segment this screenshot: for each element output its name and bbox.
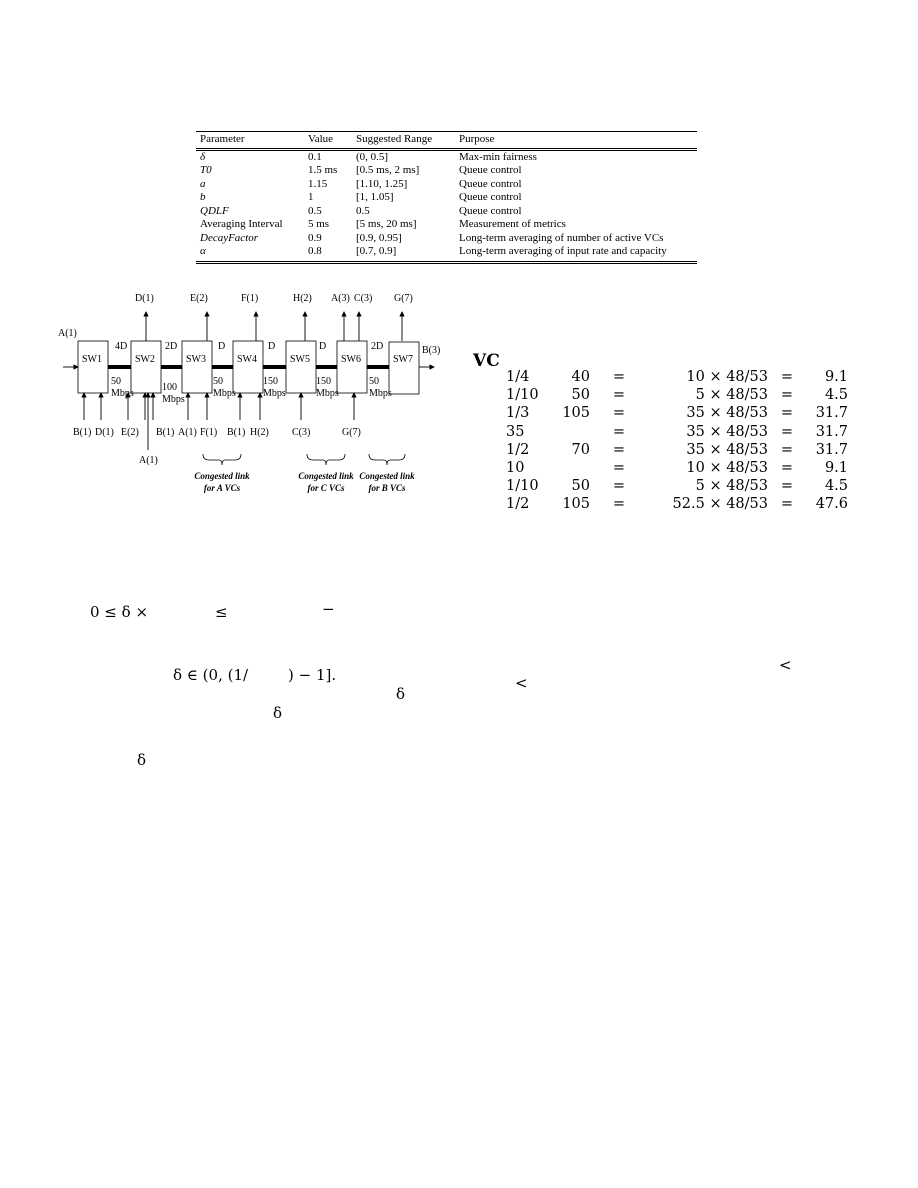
switch-box [182,341,212,393]
vc-table-cell: 47.6 [815,496,848,513]
vc-table-cell: 1/3 [506,405,530,422]
bottom-vc-label: B(1) [156,427,175,438]
vc-table-cell: = [780,423,794,440]
vc-table-cell: = [612,423,626,440]
bottom-vc-label: G(7) [342,427,361,438]
switch-box [78,341,108,393]
brace [369,454,405,465]
link-rate-value: 150 [316,376,331,387]
range-cell: [0.7, 0.9] [352,245,455,262]
congested-caption: Congested link [359,471,415,481]
bottom-vc-label: A(1) [178,427,197,438]
switch-box [286,341,316,393]
col-header-purpose: Purpose [455,132,697,150]
vc-table-cell: 1/2 [506,441,530,458]
purpose-cell: Long-term averaging of number of active VCs [459,231,664,244]
value-cell: 0.5 [308,204,322,217]
value-cell: 1.15 [308,177,328,190]
switch-box [131,341,161,393]
col-header-value: Value [304,132,352,150]
param-cell: DecayFactor [200,231,259,244]
link-delay-label: 4D [115,341,128,352]
value-cell: 0.9 [308,231,322,244]
vc-table-cell: 105 [562,496,590,513]
purpose-cell: Measurement of metrics [459,218,566,230]
purpose-cell: Max-min fairness [459,150,537,163]
link-rate-unit: Mbps [369,388,392,399]
link-delay-label: 2D [165,341,178,352]
vc-table-cell: 1/10 [506,478,539,495]
brace [203,454,241,465]
congested-caption: for A VCs [203,483,241,493]
vc-table-cell: 52.5 × 48/53 [672,496,768,513]
value-cell: 5 ms [308,218,330,230]
purpose-cell: Queue control [459,177,522,190]
equation-fragment-10: δ [137,751,147,769]
vc-table-cell: 1/4 [506,369,530,385]
vc-table-cell: 70 [571,441,590,458]
top-vc-label: E(2) [190,293,208,304]
purpose-cell: Queue control [459,164,522,176]
vc-table-row [506,495,848,513]
link-rate-unit: Mbps [263,388,286,399]
right-vc-label: B(3) [422,345,441,356]
switch-label: SW6 [341,354,361,365]
link-delay-label: D [268,341,276,352]
link-delay-label: D [319,341,327,352]
link-rate-value: 50 [213,376,223,387]
vc-table-cell: = [780,460,794,477]
vc-table-cell: 10 × 48/53 [686,369,768,385]
vc-table-cell: 1/10 [506,387,539,404]
vc-table-cell: = [612,369,626,385]
purpose-cell: Queue control [459,191,522,203]
range-cell: [0.9, 0.95] [356,231,402,244]
equation-fragment-5: ) − 1]. [288,666,337,684]
equation-fragment-6: < [779,656,792,674]
vc-table-cell: = [780,496,794,513]
top-vc-label: H(2) [293,293,312,304]
switch-label: SW7 [393,354,413,365]
vc-table-row [506,368,848,386]
vc-table-cell: 5 × 48/53 [695,387,768,404]
bottom-vc-label: B(1) [227,427,246,438]
switch-box [233,341,263,393]
equation-fragment-1: 0 ≤ δ × [90,603,149,621]
vc-table-cell: 10 [506,460,525,477]
param-cell: T0 [200,164,212,176]
vc-table-cell: 4.5 [824,478,848,495]
range-cell: [5 ms, 20 ms] [356,218,417,230]
equation-fragment-2: ≤ [215,603,228,621]
vc-table-cell: 31.7 [815,405,848,422]
vc-table-cell: = [780,369,794,385]
range-cell: [1.10, 1.25] [356,177,408,190]
bottom-vc-label-lower: A(1) [139,455,158,466]
vc-table-cell: = [780,387,794,404]
brace [307,454,345,465]
bottom-vc-label: C(3) [292,427,311,438]
col-header-range: Suggested Range [352,132,455,150]
link-delay-label: 2D [371,341,384,352]
purpose-cell: Long-term averaging of input rate and capacity [455,245,697,262]
congested-caption: for C VCs [307,483,345,493]
vc-table-cell: 50 [571,387,590,404]
vc-table-cell: 10 × 48/53 [686,460,768,477]
switch-label: SW2 [135,354,155,365]
bottom-vc-label: D(1) [95,427,114,438]
vc-table-cell: = [612,405,626,422]
param-cell: α [196,245,304,262]
top-vc-label: C(3) [354,293,373,304]
link-rate-value: 50 [369,376,379,387]
param-cell: Averaging Interval [200,218,283,230]
vc-table-cell: 9.1 [824,369,848,385]
top-vc-label: F(1) [241,293,259,304]
bottom-vc-label: F(1) [200,427,218,438]
vc-table-cell: 35 × 48/53 [686,423,768,440]
vc-table-row [506,386,848,404]
range-cell: [1, 1.05] [356,191,394,203]
left-vc-label: A(1) [58,328,77,339]
value-cell: 0.8 [304,245,352,262]
vc-table-row [506,441,848,459]
range-cell: 0.5 [356,204,370,217]
vc-table-header: VC [473,351,500,371]
equation-fragment-7: < [515,674,528,692]
vc-table-cell: 4.5 [824,387,848,404]
param-cell: a [200,177,206,190]
vc-table-cell: = [780,405,794,422]
switch-box [337,341,367,393]
vc-table-cell: 40 [571,369,590,385]
vc-table-cell: = [612,496,626,513]
equation-fragment-8: δ [396,685,406,703]
link-rate-value: 50 [111,376,121,387]
vc-table-cell: = [612,387,626,404]
switch-label: SW5 [290,354,310,365]
switch-label: SW1 [82,354,102,365]
congested-caption: Congested link [194,471,250,481]
vc-table-cell: 5 × 48/53 [695,478,768,495]
col-header-parameter: Parameter [196,132,304,150]
top-vc-label: D(1) [135,293,154,304]
vc-table-cell: 1/2 [506,496,530,513]
vc-table-row [506,477,848,495]
vc-table-cell: = [612,478,626,495]
link-rate-unit: Mbps [111,388,134,399]
vc-table-cell: 105 [562,405,590,422]
vc-table-row [506,423,848,441]
congested-caption: for B VCs [368,483,406,493]
vc-table-cell: = [780,441,794,458]
equation-fragment-3: − [322,600,335,618]
switch-box [389,342,419,394]
link-rate-unit: Mbps [213,388,236,399]
range-cell: [0.5 ms, 2 ms] [356,164,420,176]
link-rate-value: 150 [263,376,278,387]
bottom-vc-label: B(1) [73,427,92,438]
vc-table-cell: 9.1 [824,460,848,477]
link-delay-label: D [218,341,226,352]
vc-table-cell: 31.7 [815,423,848,440]
vc-table-cell: 35 × 48/53 [686,441,768,458]
equation-fragment-9: δ [273,704,283,722]
value-cell: 1 [308,191,314,203]
vc-table-row [506,459,848,477]
bottom-vc-label: H(2) [250,427,269,438]
switch-label: SW4 [237,354,257,365]
param-cell: δ [200,150,206,163]
vc-table-cell: 35 [506,423,525,440]
vc-table-cell [550,459,590,477]
vc-table-cell: = [612,441,626,458]
vc-rate-table [506,368,848,514]
bottom-vc-label: E(2) [121,427,139,438]
equation-fragment-4: δ ∈ (0, (1/ [173,666,249,684]
vc-table-cell: = [612,460,626,477]
param-cell: b [200,191,206,203]
link-rate-unit: Mbps [162,394,185,405]
congested-caption: Congested link [298,471,354,481]
vc-table-cell: 35 × 48/53 [686,405,768,422]
value-cell: 1.5 ms [308,164,338,176]
vc-table-row [506,404,848,422]
top-vc-label: G(7) [394,293,413,304]
vc-table-cell: 50 [571,478,590,495]
purpose-cell: Queue control [459,204,522,217]
link-rate-value: 100 [162,382,177,393]
link-rate-unit: Mbps [316,388,339,399]
value-cell: 0.1 [308,150,322,163]
vc-table-cell [550,423,590,441]
top-vc-label: A(3) [331,293,350,304]
vc-table-cell: = [780,478,794,495]
vc-table-cell: 31.7 [815,441,848,458]
param-cell: QDLF [200,204,229,217]
range-cell: (0, 0.5] [356,150,389,163]
switch-label: SW3 [186,354,206,365]
